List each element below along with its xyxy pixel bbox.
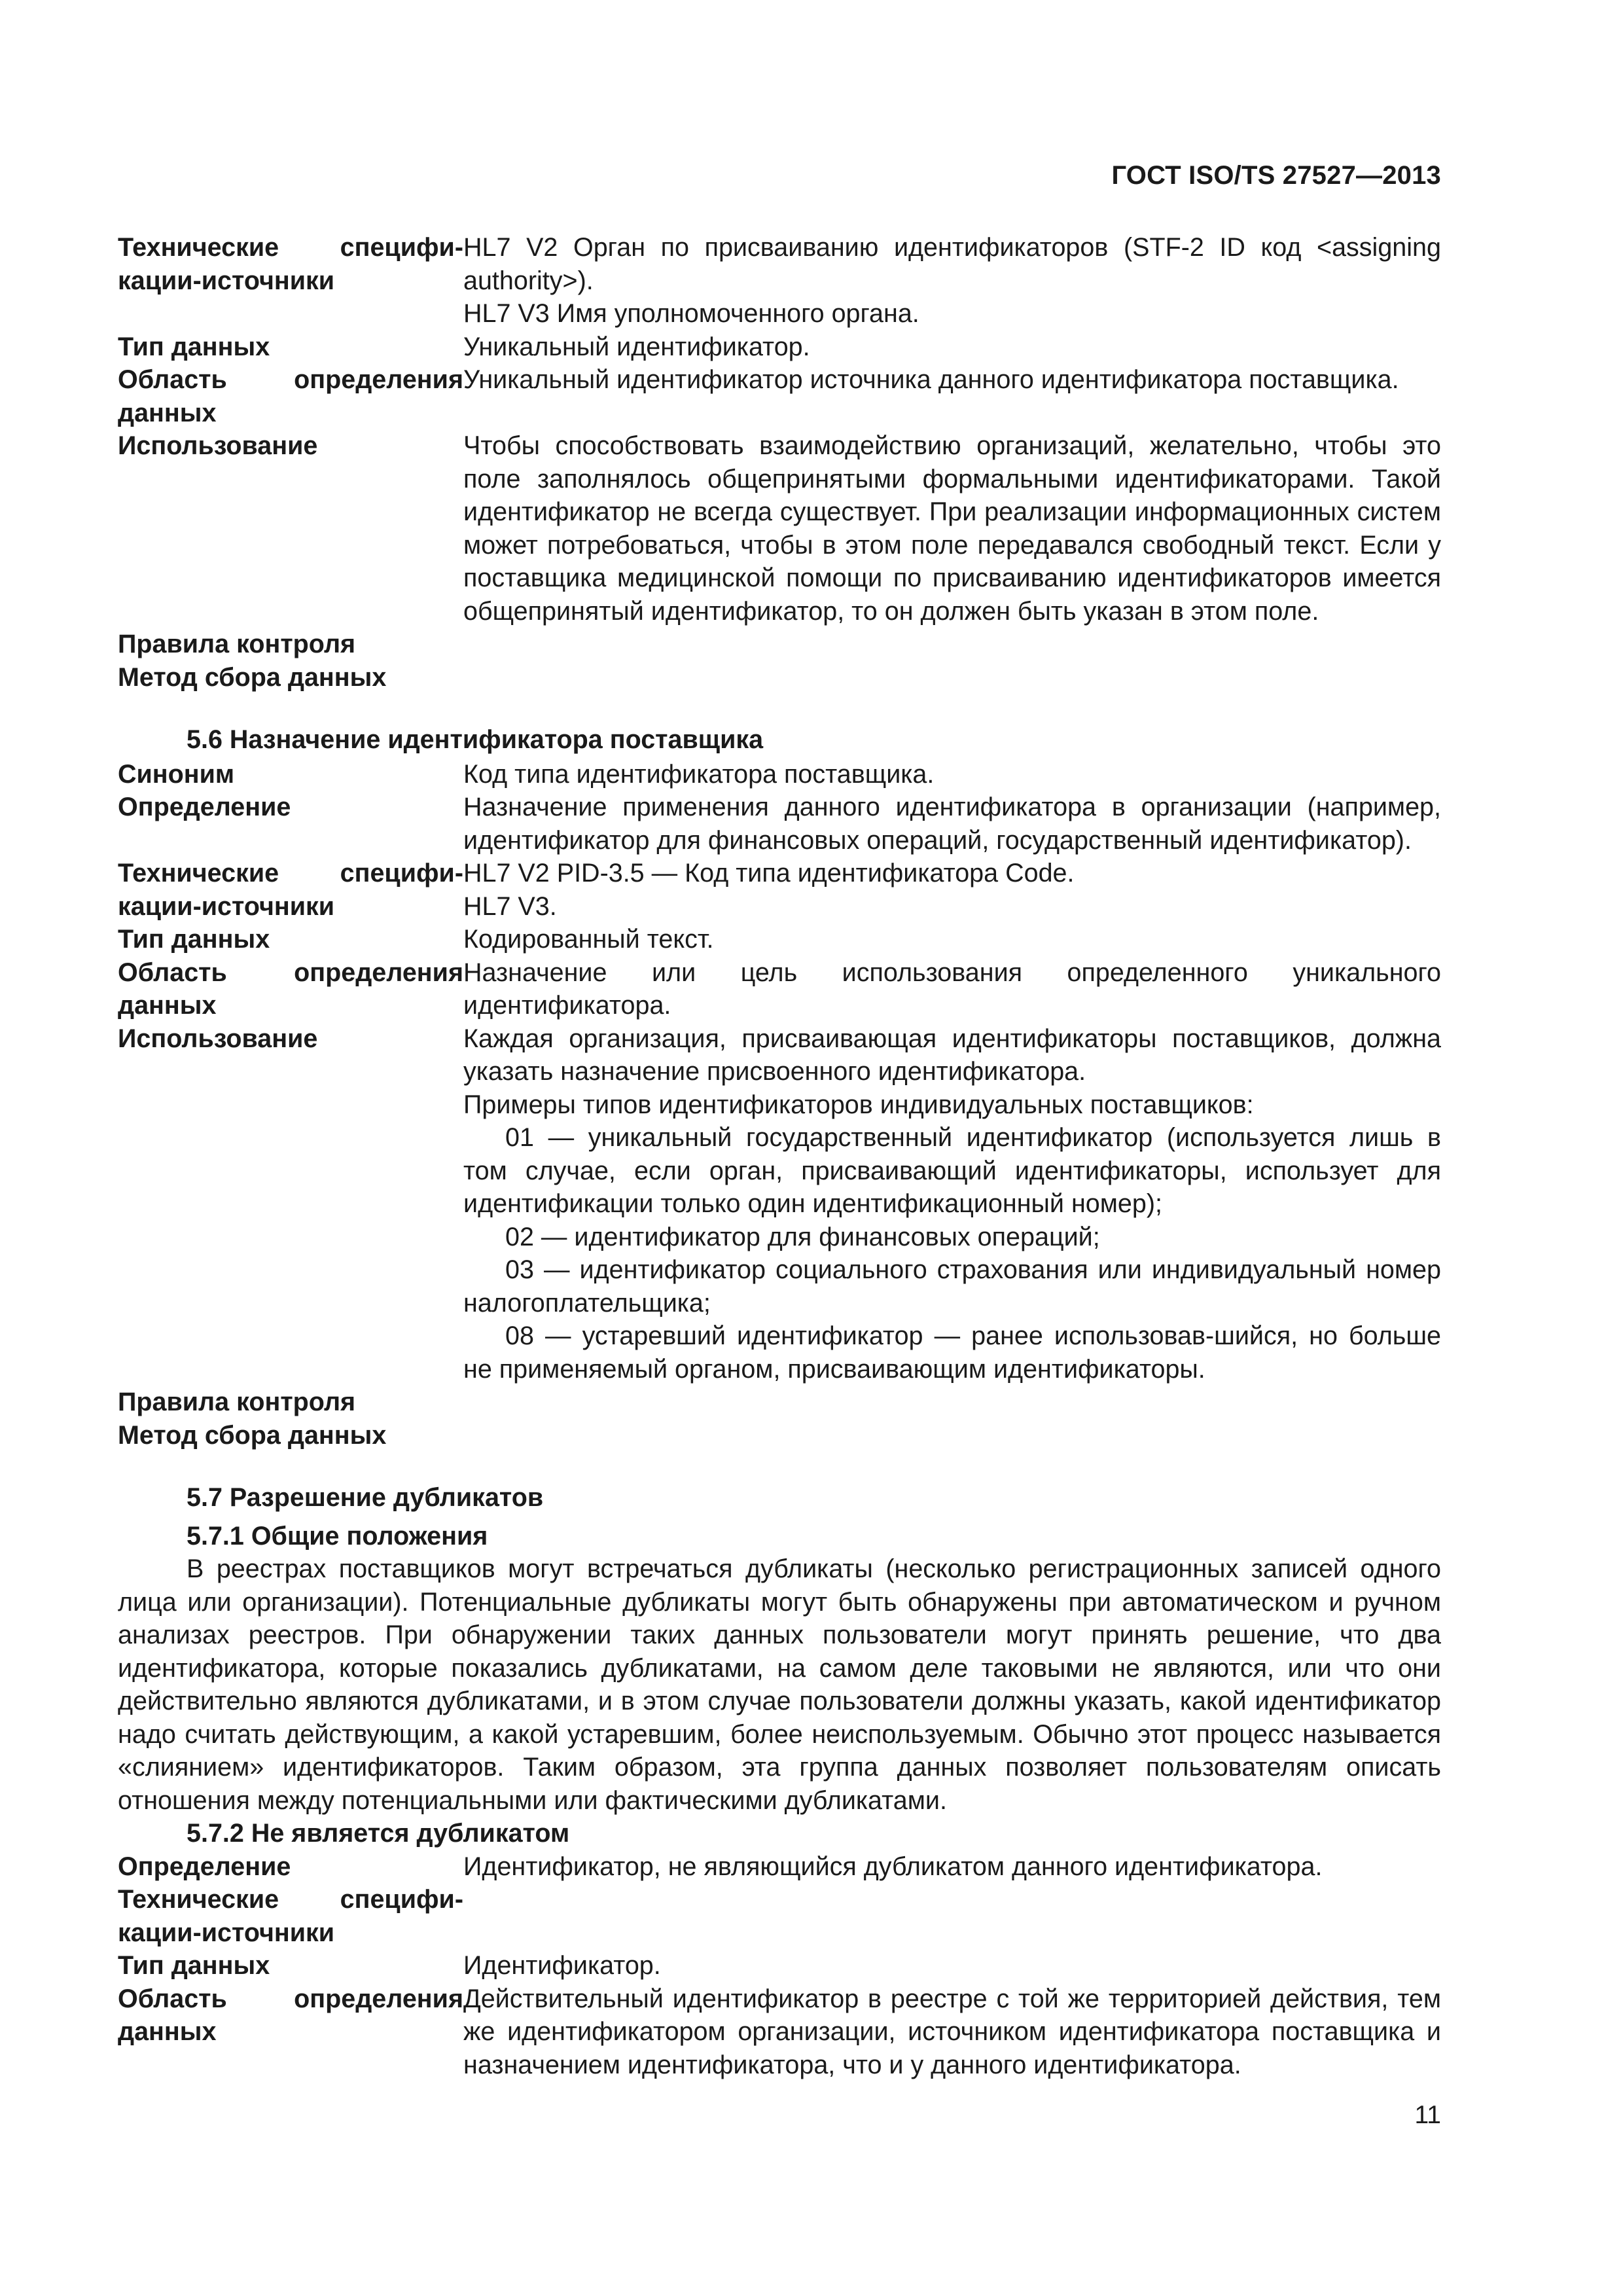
- field-label: Тип данных: [118, 332, 270, 361]
- section-heading: 5.7 Разрешение дубликатов: [187, 1483, 544, 1512]
- field-value: Чтобы способствовать взаимодействию организаций, желательно, чтобы это поле заполнялось общепринятыми формальными идентификаторами. Такой идентификатор не всегда существует. При реализации информационных систем может потребоваться, чтобы в этом поле передавался свободный текст. Если у поставщика медицинской помощи по присваиванию идентификаторов имеется общепринятый идентификатор, то он должен быть указан в этом поле.: [463, 431, 1441, 626]
- field-row-tech-spec: [118, 1883, 1441, 1949]
- section-5-7: [118, 1481, 1441, 2081]
- body-paragraph: В реестрах поставщиков могут встречаться дубликаты (несколько регистрационных записей одного лица или организации). Потенциальные дубликаты могут быть обнаружены при автоматическом и ручном анализах реестров. При обнаружении таких данных пользователи могут принять решение, что два идентификатора, которые показались дубликатами, на самом деле таковыми не являются, или что они действительно являются дубликатами, и в этом случае пользователи должны указать, какой идентификатор надо считать действующим, а какой устаревшим, более неиспользуемым. Обычно этот процесс называется «слиянием» идентификаторов. Таким образом, эта группа данных позволяет пользователям описать отношения между потенциальными или фактическими дубликатами.: [118, 1554, 1441, 1815]
- field-value: HL7 V2 PID-3.5 — Код типа идентификатора Code. HL7 V3.: [463, 859, 1075, 921]
- usage-item: 03 — идентификатор социального страхования или индивидуальный номер налогоплательщика;: [463, 1255, 1441, 1318]
- field-row-domain: [118, 363, 1441, 429]
- field-label: Использование: [118, 1024, 318, 1053]
- document-header: ГОСТ ISO/TS 27527—2013: [1111, 161, 1441, 190]
- field-label: Технические специфи- кации-источники: [118, 233, 463, 295]
- field-row-definition: [118, 1850, 1441, 1884]
- field-row-data-type: [118, 331, 1441, 364]
- usage-item: 08 — устаревший идентификатор — ранее использовав-шийся, но больше не применяемый органом, присваивающим идентификаторы.: [463, 1321, 1441, 1384]
- field-value: [463, 1883, 1441, 1949]
- usage-intro: Каждая организация, присваивающая идентификаторы поставщиков, должна указать назначение присвоенного идентификатора.: [463, 1024, 1441, 1086]
- field-value: Уникальный идентификатор.: [463, 332, 810, 361]
- field-label: Область определения данных: [118, 365, 463, 427]
- usage-examples-title: Примеры типов идентификаторов индивидуальных поставщиков:: [463, 1090, 1254, 1119]
- field-value: Кодированный текст.: [463, 925, 714, 954]
- field-value: Уникальный идентификатор источника данного идентификатора поставщика.: [463, 365, 1399, 394]
- field-value: [463, 1022, 1441, 1386]
- field-row-usage: [118, 429, 1441, 628]
- field-value: Назначение применения данного идентификатора в организации (например, идентификатор для финансовых операций, государственный идентификатор).: [463, 793, 1441, 855]
- field-label: Определение: [118, 793, 291, 821]
- field-label-collection-method: Метод сбора данных: [118, 662, 387, 692]
- field-label: Область определения данных: [118, 958, 463, 1020]
- field-label: Синоним: [118, 759, 235, 789]
- field-row-data-type: [118, 923, 1441, 956]
- usage-item: 01 — уникальный государственный идентификатор (используется лишь в том случае, если орган, присваивающий идентификаторы, использует для идентификации только один идентификационный номер);: [463, 1123, 1441, 1218]
- field-row-domain: [118, 956, 1441, 1022]
- field-label: Область определения данных: [118, 1984, 463, 2046]
- field-row-definition: [118, 791, 1441, 857]
- subsection-heading: 5.7.2 Не является дубликатом: [187, 1819, 570, 1848]
- field-label-control-rules: Правила контроля: [118, 630, 356, 658]
- field-row-synonym: [118, 758, 1441, 791]
- field-label: Использование: [118, 431, 318, 460]
- field-label: Технические специфи- кации-источники: [118, 859, 463, 921]
- usage-item: 02 — идентификатор для финансовых операций;: [505, 1222, 1100, 1251]
- field-value: HL7 V2 Орган по присваиванию идентификаторов (STF-2 ID код <assigning authority>). HL7 V3 Имя уполномоченного органа.: [463, 233, 1441, 328]
- field-row-data-type: [118, 1949, 1441, 1982]
- field-value: Идентификатор, не являющийся дубликатом данного идентификатора.: [463, 1852, 1323, 1881]
- field-label: Тип данных: [118, 925, 270, 954]
- field-value: Назначение или цель использования определенного уникального идентификатора.: [463, 958, 1441, 1020]
- element-block-provider-id-source: [118, 231, 1441, 694]
- field-row-usage: [118, 1022, 1441, 1386]
- field-label: Технические специфи- кации-источники: [118, 1885, 463, 1947]
- field-value: Идентификатор.: [463, 1951, 661, 1980]
- field-label: Определение: [118, 1852, 291, 1881]
- field-value: Действительный идентификатор в реестре с той же территорией действия, тем же идентификатором организации, источником идентификатора поставщика и назначением идентификатора, что и у данного идентификатора.: [463, 1984, 1441, 2079]
- field-value: Код типа идентификатора поставщика.: [463, 759, 935, 789]
- field-label-control-rules: Правила контроля: [118, 1388, 356, 1416]
- section-5-6: [118, 723, 1441, 1452]
- field-row-domain: [118, 1982, 1441, 2082]
- field-label: Тип данных: [118, 1951, 270, 1980]
- subsection-heading: 5.7.1 Общие положения: [187, 1521, 488, 1551]
- field-row-tech-spec: [118, 231, 1441, 331]
- page-number: 11: [1414, 2101, 1441, 2129]
- field-label-collection-method: Метод сбора данных: [118, 1420, 387, 1450]
- field-row-tech-spec: [118, 857, 1441, 923]
- section-heading: 5.6 Назначение идентификатора поставщика: [187, 725, 764, 754]
